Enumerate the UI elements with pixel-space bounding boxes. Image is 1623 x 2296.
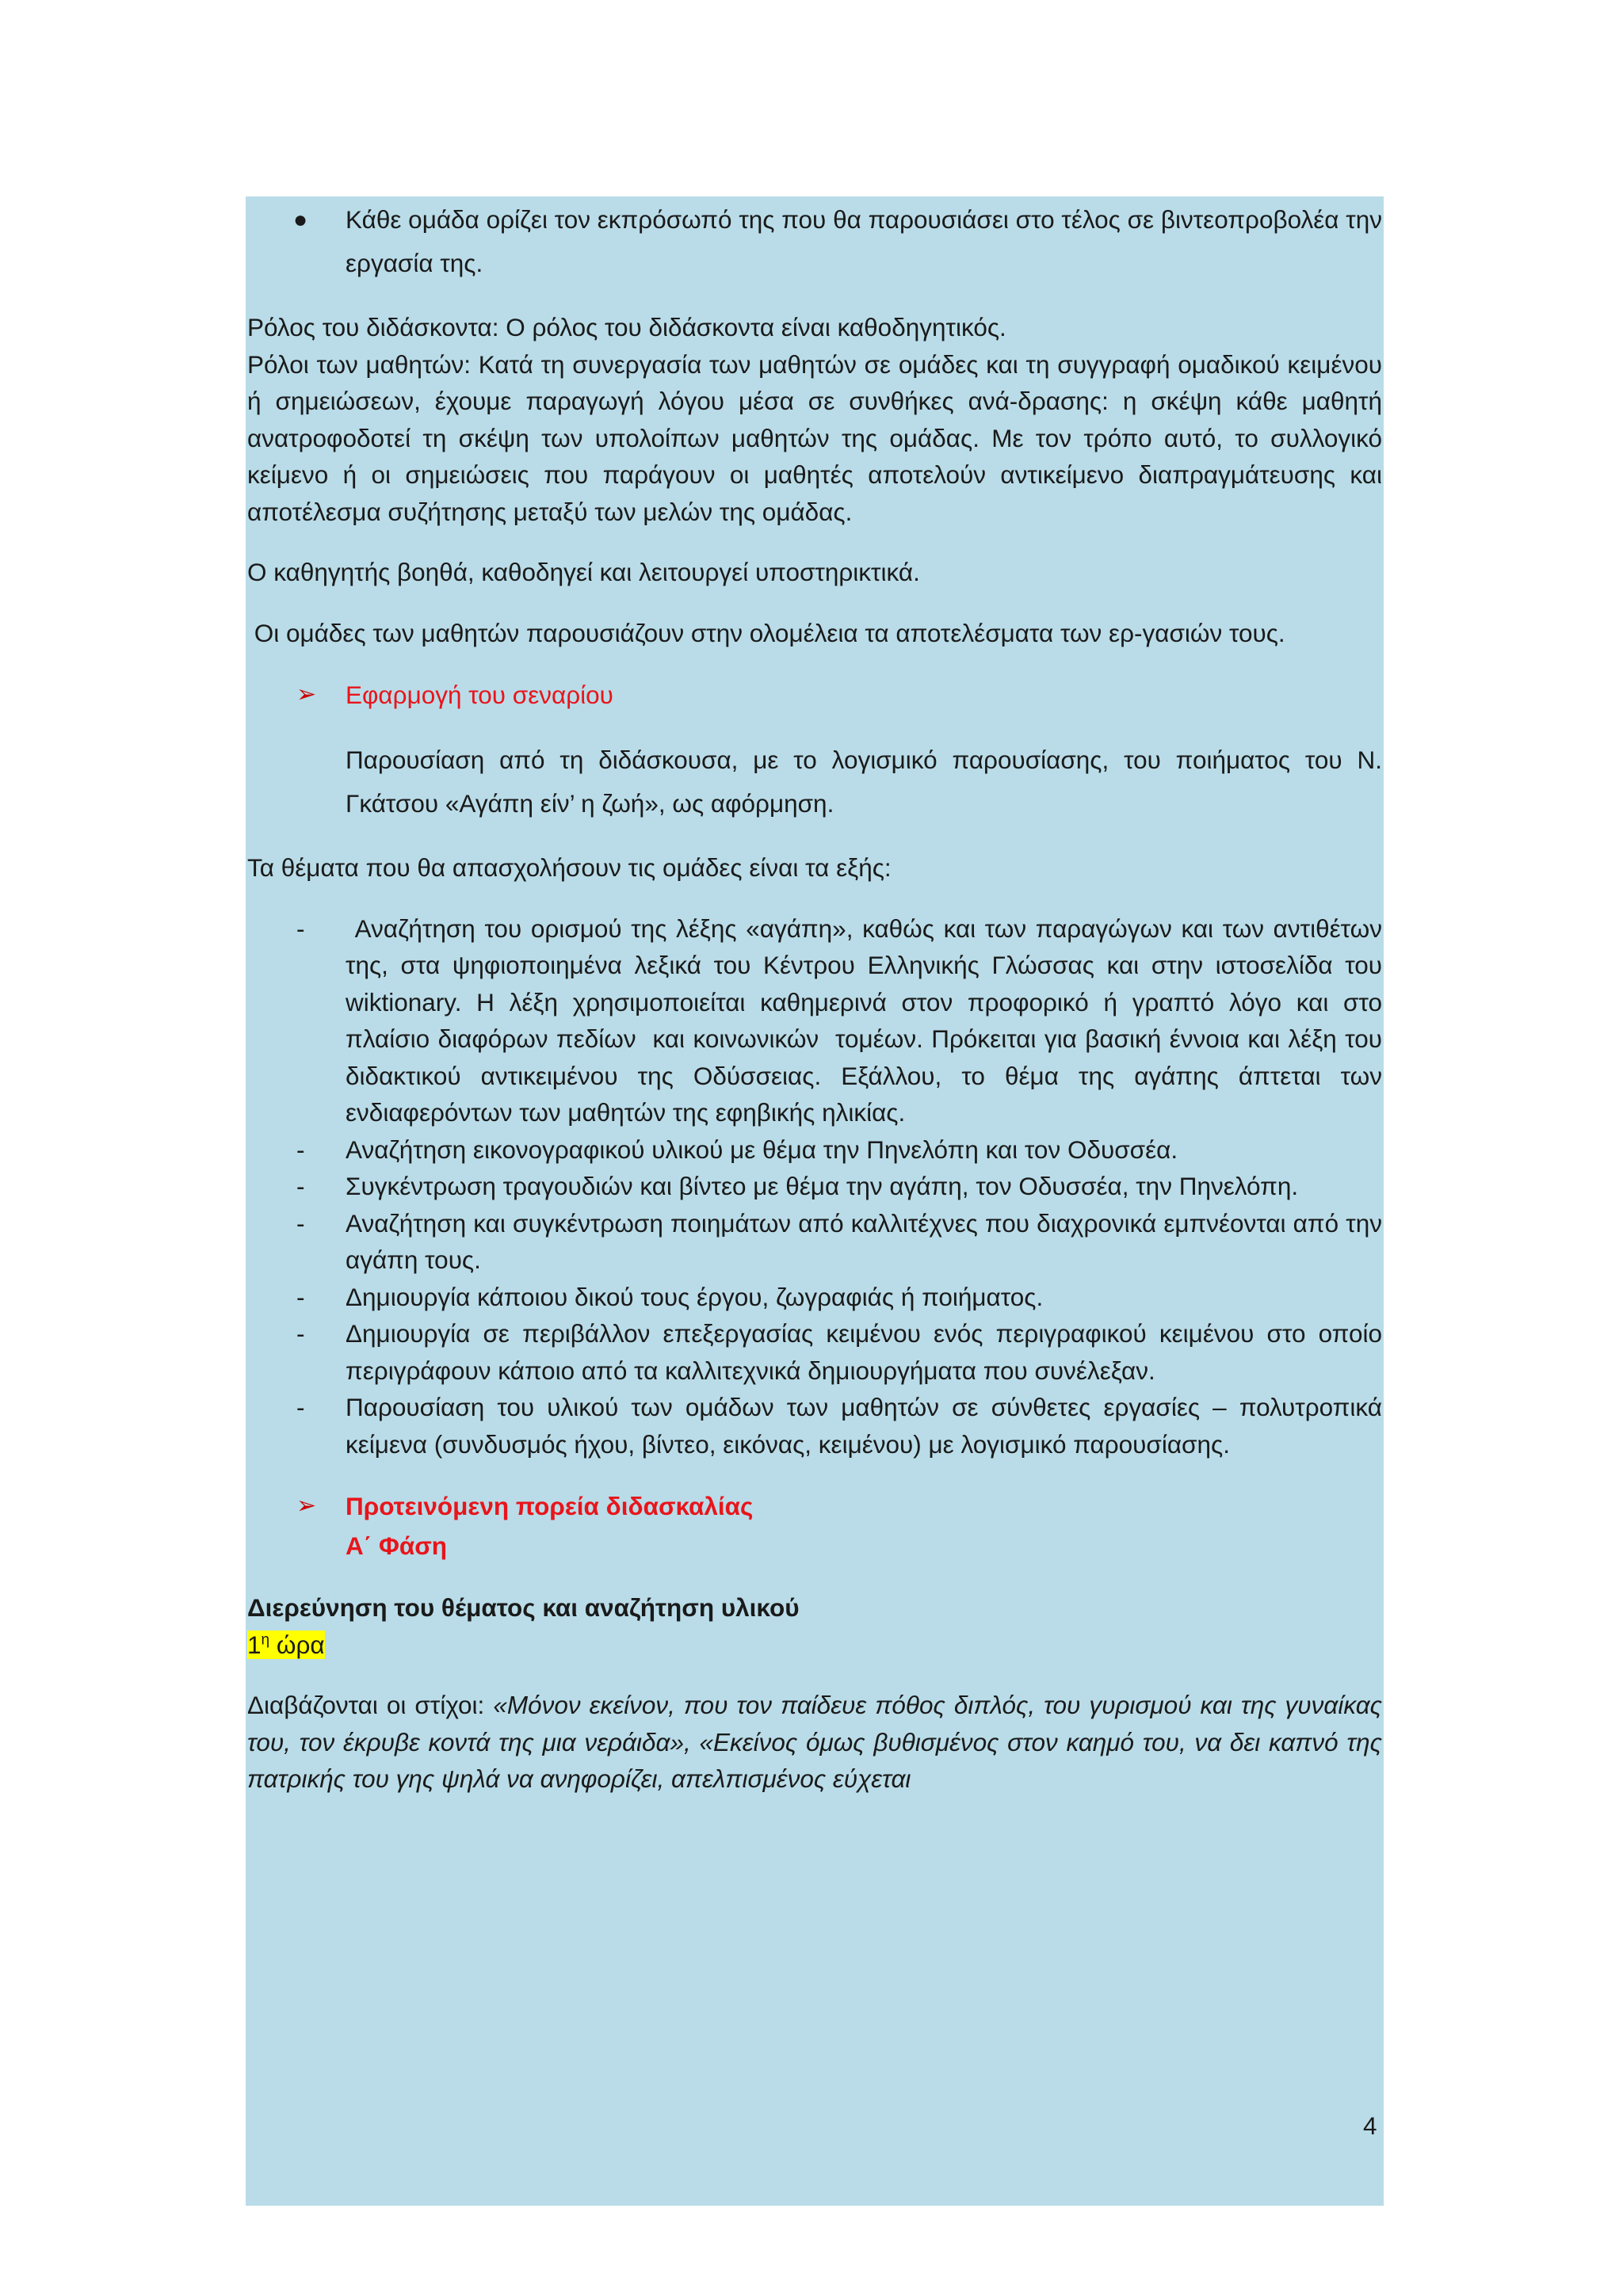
list-item: [247, 1131, 1382, 1169]
dash-mark: -: [296, 1208, 305, 1238]
list-item-text: Αναζήτηση και συγκέντρωση ποιημάτων από καλλιτέχνες που διαχρονικά εμπνέονται από την αγάπη τους.: [346, 1208, 1382, 1274]
list-item-text: Παρουσίαση του υλικού των ομάδων των μαθητών σε σύνθετες εργασίες – πολυτροπικά κείμενα (συνδυσμός ήχου, βίντεο, εικόνας, κειμένου) με λογισμικό παρουσίασης.: [346, 1393, 1382, 1459]
list-item: [247, 1168, 1382, 1205]
bullet-text: Κάθε ομάδα ορίζει τον εκπρόσωπό της που θα παρουσιάσει στο τέλος σε βιντεοπροβολέα την εργασία της.: [346, 205, 1382, 277]
list-item: [247, 1315, 1382, 1389]
teacher-role: Ρόλος του διδάσκοντα: Ο ρόλος του διδάσκοντα είναι καθοδηγητικός.: [247, 313, 1006, 341]
section-application: [247, 675, 1382, 715]
investigation-heading: Διερεύνηση του θέματος και αναζήτηση υλικού: [247, 1593, 800, 1622]
dash-mark: -: [296, 913, 305, 943]
reading-lead: Διαβάζονται οι στίχοι:: [247, 1691, 494, 1719]
arrowhead-icon: ➢: [296, 681, 317, 707]
reading-paragraph: [247, 1687, 1382, 1798]
students-role: Ρόλοι των μαθητών: Κατά τη συνεργασία των μαθητών σε ομάδες και τη συγγραφή ομαδικού κειμένου ή σημειώσεων, έχουμε παραγωγή λόγου μέσα σε συνθήκες ανά-δρασης: η σκέψη κάθε μαθητή ανατροφοδοτεί τη σκέψη των υπολοίπων μαθητών της ομάδας. Με τον τρόπο αυτό, το συλλογικό κείμενο ή οι σημειώσεις που παράγουν οι μαθητές αποτελούν αντικείμενο διαπραγμάτευσης και αποτέλεσμα συζήτησης μεταξύ των μελών της ομάδας.: [247, 349, 1382, 526]
section-course: [247, 1486, 1382, 1566]
list-item-text: Αναζήτηση εικονογραφικού υλικού με θέμα την Πηνελόπη και τον Οδυσσέα.: [346, 1135, 1178, 1164]
dash-mark: -: [296, 1172, 305, 1200]
dash-mark: -: [296, 1135, 305, 1164]
topics-list: [247, 910, 1389, 1463]
dash-mark: -: [296, 1282, 305, 1311]
list-item: [247, 1389, 1382, 1463]
dash-mark: -: [296, 1393, 305, 1421]
hour-highlight: [247, 1630, 325, 1659]
hour-number: 1: [247, 1630, 262, 1659]
dash-mark: -: [296, 1319, 305, 1348]
list-item: [247, 1279, 1382, 1316]
document-body: [247, 198, 1389, 1798]
section-course-phase: Α΄ Φάση: [346, 1531, 447, 1560]
section-application-title: Εφαρμογή του σεναρίου: [346, 681, 613, 709]
bullet-icon: ●: [293, 207, 308, 233]
hour-text: ώρα: [269, 1630, 325, 1659]
list-item: [247, 910, 1389, 1131]
section-application-text: Παρουσίαση από τη διδάσκουσα, με το λογισμικό παρουσίασης, του ποιήματος του Ν. Γκάτσου «Αγάπη είν’ η ζωή», ως αφόρμηση.: [346, 746, 1382, 818]
list-item-text: Αναζήτηση του ορισμού της λέξης «αγάπη», καθώς και των παραγώγων και των αντιθέτων της, στα ψηφιοποιημένα λεξικά του Κέντρου Ελληνικής Γλώσσας και στην ιστοσελίδα του wiktionary. Η λέξη χρησιμοποιείται καθημερινά στον προφορικό ή γραπτό λόγο και στο πλαίσιο διαφόρων πεδίων και κοινωνικών τομέων. Πρόκειται για βασική έννοια και λέξη του διδακτικού αντικειμένου της Οδύσσειας. Εξάλλου, το θέμα της αγάπης άπτεται των ενδιαφερόντων των μαθητών της εφηβικής ηλικίας.: [346, 913, 1389, 1127]
topics-intro: Τα θέματα που θα απασχολήσουν τις ομάδες είναι τα εξής:: [247, 853, 892, 882]
list-item-text: Συγκέντρωση τραγουδιών και βίντεο με θέμα την αγάπη, τον Οδυσσέα, την Πηνελόπη.: [346, 1172, 1299, 1200]
arrowhead-icon: ➢: [296, 1493, 317, 1519]
reading-quote: «Μόνον εκείνον, που τον παίδευε πόθος διπλός, του γυρισμού και της γυναίκας του, τον έκρυβε κοντά της μια νεράιδα», «Εκείνος όμως βυθισμένος στον καημό του, να δει καπνό της πατρικής του γης ψηλά να ανηφορίζει, απελπισμένος εύχεται: [247, 1691, 1382, 1793]
section-course-title: Προτεινόμενη πορεία διδασκαλίας: [346, 1492, 754, 1520]
list-item: [247, 1205, 1382, 1279]
groups-present: Οι ομάδες των μαθητών παρουσιάζουν στην ολομέλεια τα αποτελέσματα των ερ-γασιών τους.: [247, 618, 1285, 647]
list-item-text: Δημιουργία κάποιου δικού τους έργου, ζωγραφιάς ή ποιήματος.: [346, 1282, 1044, 1311]
list-item-text: Δημιουργία σε περιβάλλον επεξεργασίας κειμένου ενός περιγραφικού κειμένου στο οποίο περιγράφουν κάποιο από τα καλλιτεχνικά δημιουργήματα που συνέλεξαν.: [346, 1319, 1382, 1385]
hour-superscript: η: [261, 1631, 270, 1648]
bullet-item: [247, 198, 1382, 285]
hour-label: [247, 1627, 1382, 1664]
teacher-help: Ο καθηγητής βοηθά, καθοδηγεί και λειτουργεί υποστηρικτικά.: [247, 558, 920, 586]
page-number: 4: [1363, 2111, 1377, 2140]
